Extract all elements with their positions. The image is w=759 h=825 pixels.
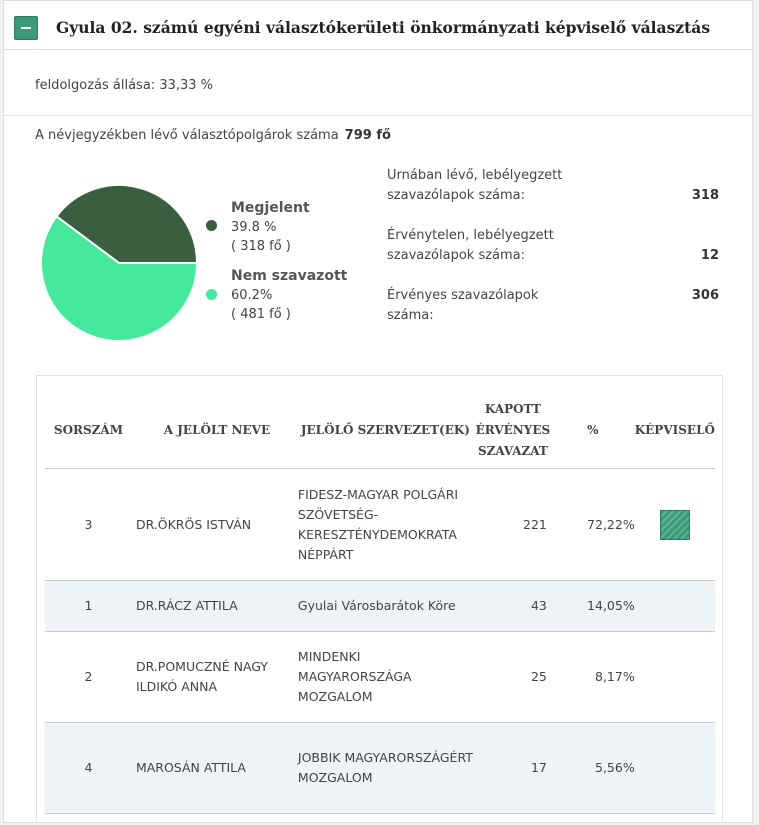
- results-table: [45, 392, 715, 814]
- registered-voters: [35, 128, 391, 143]
- stat-value-invalid-ballots: 12: [700, 248, 719, 263]
- panel-header: [4, 1, 752, 50]
- stat-value-valid-ballots: 306: [691, 288, 719, 303]
- cell-nominating-org: JOBBIK MAGYARORSZÁGÉRT MOZGALOM: [298, 723, 473, 814]
- header-representative: KÉPVISELŐ: [635, 392, 715, 469]
- registered-voters-label: A névjegyzékben lévő választópolgárok száma: [35, 128, 339, 143]
- cell-representative: [635, 632, 715, 723]
- cell-percent: 8,17%: [551, 632, 635, 723]
- cell-nominating-org: FIDESZ-MAGYAR POLGÁRI SZÖVETSÉG-KERESZTÉNYDEMOKRATA NÉPPÁRT: [298, 469, 473, 581]
- header-candidate-name: A JELÖLT NEVE: [132, 392, 298, 469]
- header-number: SORSZÁM: [45, 392, 132, 469]
- election-panel: [3, 0, 753, 823]
- processing-status: feldolgozás állása: 33,33 %: [35, 78, 214, 93]
- cell-number: 3: [45, 469, 132, 581]
- cell-number: 4: [45, 723, 132, 814]
- stat-value-ballots-in-urn: 318: [691, 188, 719, 203]
- table-row: [45, 469, 715, 581]
- panel-title: Gyula 02. számú egyéni választókerületi önkormányzati képviselő választás: [56, 18, 711, 37]
- cell-valid-votes: 25: [473, 632, 551, 723]
- legend-percent-megjelent: 39.8 %: [231, 220, 277, 235]
- table-row: [45, 632, 715, 723]
- header-nominating-org: JELÖLŐ SZERVEZET(EK): [298, 392, 473, 469]
- stat-label-ballots-in-urn: Urnában lévő, lebélyegzett szavazólapok száma:: [387, 168, 563, 203]
- cell-nominating-org: MINDENKI MAGYARORSZÁGA MOZGALOM: [298, 632, 473, 723]
- legend-count-nem-szavazott: ( 481 fő ): [231, 307, 291, 322]
- cell-percent: 72,22%: [551, 469, 635, 581]
- collapse-toggle-button[interactable]: [14, 16, 38, 40]
- legend-percent-nem-szavazott: 60.2%: [231, 288, 273, 303]
- cell-valid-votes: 43: [473, 581, 551, 632]
- cell-percent: 14,05%: [551, 581, 635, 632]
- cell-candidate-name: MAROSÁN ATTILA: [132, 723, 298, 814]
- legend-count-megjelent: ( 318 fő ): [231, 239, 291, 254]
- cell-candidate-name: DR.ÖKRÖS ISTVÁN: [132, 469, 298, 581]
- table-row: [45, 723, 715, 814]
- cell-representative: [635, 469, 715, 581]
- cell-number: 1: [45, 581, 132, 632]
- stat-label-invalid-ballots: Érvénytelen, lebélyegzett szavazólapok száma:: [387, 228, 554, 263]
- divider: [4, 115, 752, 116]
- cell-representative: [635, 581, 715, 632]
- header-valid-votes: KAPOTT ÉRVÉNYES SZAVAZAT: [473, 392, 551, 469]
- results-table-container: [36, 375, 723, 821]
- cell-valid-votes: 221: [473, 469, 551, 581]
- turnout-pie-chart: [37, 181, 201, 345]
- stat-label-valid-ballots: Érvényes szavazólapok száma:: [387, 288, 539, 323]
- cell-nominating-org: Gyulai Városbarátok Köre: [298, 581, 473, 632]
- legend-label-megjelent: Megjelent: [231, 200, 310, 216]
- legend-dot-nem-szavazott: [206, 289, 217, 300]
- cell-candidate-name: DR.RÁCZ ATTILA: [132, 581, 298, 632]
- legend-label-nem-szavazott: Nem szavazott: [231, 268, 348, 284]
- cell-representative: [635, 723, 715, 814]
- cell-valid-votes: 17: [473, 723, 551, 814]
- registered-voters-value: 799 fő: [344, 128, 391, 143]
- table-header-row: [45, 392, 715, 469]
- elected-check-icon: [660, 510, 690, 540]
- cell-candidate-name: DR.POMUCZNÉ NAGY ILDIKÓ ANNA: [132, 632, 298, 723]
- table-row: [45, 581, 715, 632]
- legend-dot-megjelent: [206, 220, 217, 231]
- header-percent: %: [551, 392, 635, 469]
- cell-percent: 5,56%: [551, 723, 635, 814]
- cell-number: 2: [45, 632, 132, 723]
